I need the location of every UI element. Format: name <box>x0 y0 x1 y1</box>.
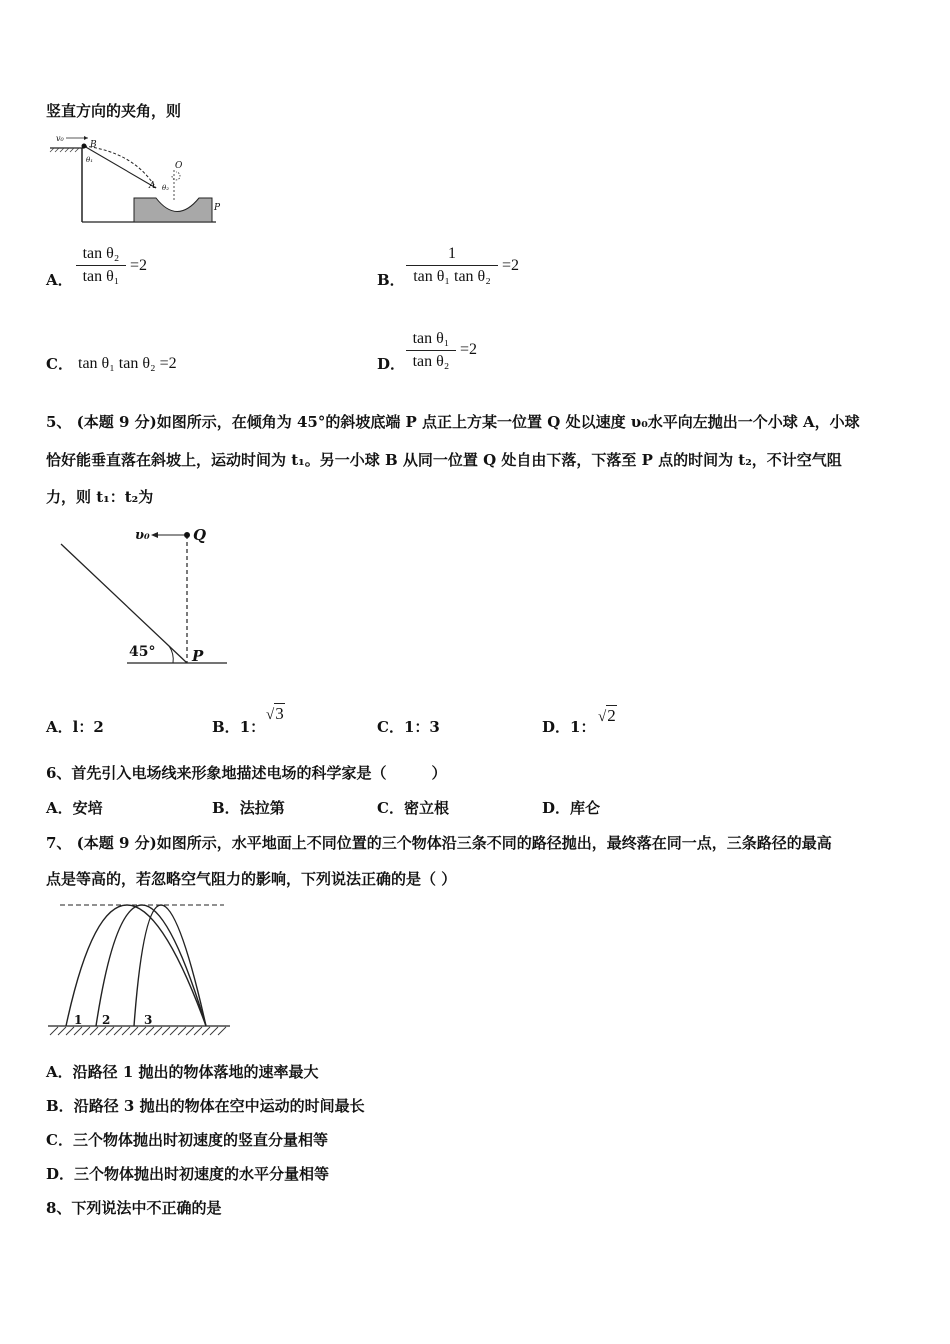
q7-figure <box>46 898 236 1043</box>
q5-text-line2: 恰好能垂直落在斜坡上，运动时间为 t₁。另一小球 B 从同一位置 Q 处自由下落，下落至 P 点的时间为 t₂，不计空气阻 <box>46 451 842 469</box>
q5-text-line1: 5、 (本题 9 分)如图所示，在倾角为 45°的斜坡底端 P 点正上方某一位置 Q 处以速度 υ₀水平向左抛出一个小球 A，小球 <box>46 413 860 431</box>
q5-option-c <box>377 717 440 737</box>
q7-text-line1: 7、 (本题 9 分)如图所示，水平地面上不同位置的三个物体沿三条不同的路径抛出，最终落在同一点，三条路径的最高 <box>46 834 832 852</box>
q5-option-b-root: √3 <box>266 704 284 723</box>
q7-option-c: C．三个物体抛出时初速度的竖直分量相等 <box>46 1131 328 1149</box>
q4-fig-v0: v₀ <box>56 134 64 143</box>
q6-question: 6、首先引入电场线来形象地描述电场的科学家是（ ） <box>46 764 447 782</box>
q6-option-b: B．法拉第 <box>212 799 285 817</box>
q5-text-line3: 力，则 t₁：t₂为 <box>46 488 154 506</box>
q4-option-d-fraction <box>406 328 456 373</box>
q7-fig-path3: 3 <box>144 1013 153 1027</box>
q4-option-b-label: B． <box>377 271 405 289</box>
q4-fig-A: A <box>149 181 156 191</box>
q5-fig-v0: υ₀ <box>135 528 150 543</box>
q4-figure <box>44 130 234 230</box>
q4-option-d-num: tan θ₁ <box>412 330 450 347</box>
q4-fig-O: O <box>175 161 183 171</box>
q5-option-a-label: A． <box>46 718 73 736</box>
q7-fig-path2: 2 <box>102 1013 111 1027</box>
q5-option-a-text: l：2 <box>72 718 104 736</box>
q5-option-d-label: D． <box>542 718 571 736</box>
q6-option-d: D．库仑 <box>542 799 601 817</box>
q5-option-d-root: √2 <box>598 706 616 725</box>
q7-text-line2: 点是等高的，若忽略空气阻力的影响，下列说法正确的是（ ） <box>46 870 457 888</box>
q4-option-d-rhs: =2 <box>460 341 478 358</box>
q4-option-a-fraction <box>76 243 126 288</box>
q5-option-c-label: C． <box>377 718 404 736</box>
q4-option-a-num: tan θ₂ <box>82 245 120 262</box>
q4-option-b-rhs: =2 <box>502 257 520 274</box>
q4-fig-theta2: θ₂ <box>162 184 170 192</box>
q4-option-b-num: 1 <box>448 245 456 262</box>
q5-option-d-text: 1： <box>570 718 596 736</box>
q4-option-a-den: tan θ₁ <box>82 268 120 285</box>
q4-option-c-expr: tan θ₁ tan θ₂ =2 <box>78 355 177 372</box>
q5-option-b <box>212 717 265 737</box>
q4-fig-P: P <box>214 203 221 213</box>
q5-fig-P: P <box>192 647 204 665</box>
q4-intro: 竖直方向的夹角，则 <box>46 102 182 120</box>
q5-option-c-text: 1：3 <box>403 718 440 736</box>
q4-fig-theta1: θ₁ <box>86 156 94 164</box>
q5-fig-angle: 45° <box>129 644 156 660</box>
q4-option-c-label: C． <box>46 355 73 373</box>
q5-option-d <box>542 717 595 737</box>
q7-option-b: B．沿路径 3 抛出的物体在空中运动的时间最长 <box>46 1097 365 1115</box>
q7-fig-path1: 1 <box>74 1013 83 1027</box>
q4-option-d-label: D． <box>377 355 406 373</box>
q5-figure <box>55 518 235 673</box>
q7-option-a: A．沿路径 1 抛出的物体落地的速率最大 <box>46 1063 319 1081</box>
q5-option-a <box>46 717 104 737</box>
q5-fig-Q: Q <box>193 526 207 544</box>
q6-option-a: A．安培 <box>46 799 103 817</box>
q5-option-b-text: 1： <box>239 718 266 736</box>
q8-question: 8、下列说法中不正确的是 <box>46 1199 222 1217</box>
q5-option-b-label: B． <box>212 718 240 736</box>
q4-fig-B: B <box>90 140 97 150</box>
q4-option-b-den: tan θ₁ tan θ₂ <box>413 268 491 285</box>
q7-option-d: D．三个物体抛出时初速度的水平分量相等 <box>46 1165 330 1183</box>
q4-option-a-label: A． <box>46 271 73 289</box>
q4-option-b-fraction <box>406 243 498 288</box>
q4-option-d-den: tan θ₂ <box>412 353 450 370</box>
q4-option-a-rhs: =2 <box>130 257 148 274</box>
q6-option-c: C．密立根 <box>377 799 449 817</box>
